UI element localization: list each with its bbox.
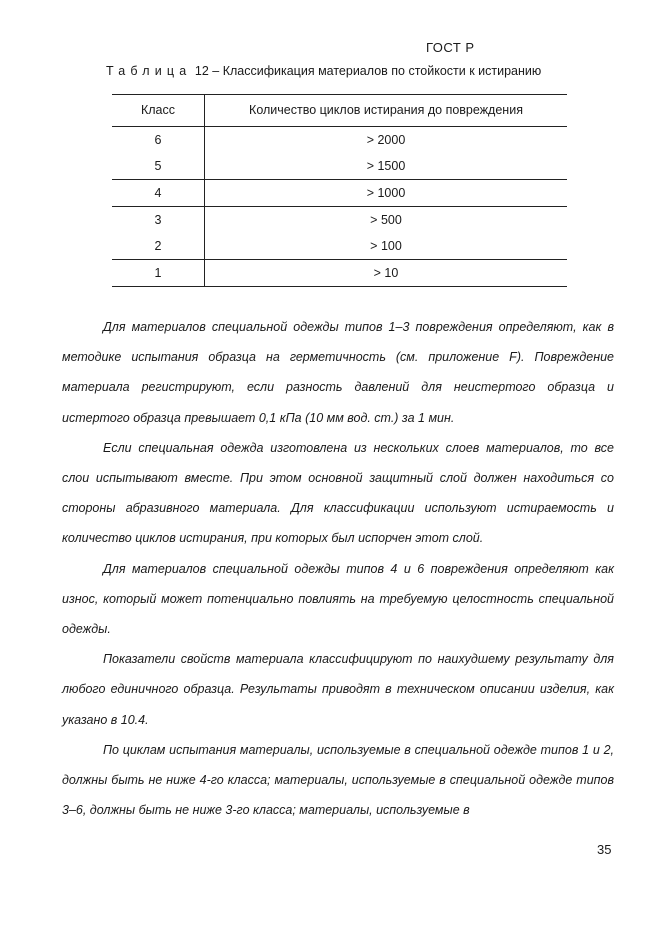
table-row: [112, 153, 567, 180]
column-header-class: Класс: [112, 94, 205, 127]
cycles-cell: > 2000: [205, 127, 568, 154]
table-row: [112, 207, 567, 234]
cycles-cell: > 1000: [205, 180, 568, 207]
cycles-cell: > 100: [205, 233, 568, 260]
table-bottom-rule: [112, 286, 567, 287]
paragraph: Для материалов специальной одежды типов 1–3 повреждения определяют, как в методике испытания образца на герметичность (см. приложение F). Повреждение материала регистрируют, если разность давлений для неистертого образца и истертого образца превышает 0,1 кПа (10 мм вод. ст.) за 1 мин.: [62, 320, 614, 425]
body-text: [62, 312, 614, 825]
paragraph: По циклам испытания материалы, используемые в специальной одежде типов 1 и 2, должны быть не ниже 4-го класса; материалы, используемые в специальной одежде типов 3–6, должны быть не ниже 3-го класса; материалы, используемые в: [62, 742, 614, 818]
class-cell: 5: [154, 159, 162, 173]
table-caption-title: 12 – Классификация материалов по стойкости к истиранию: [194, 64, 542, 78]
standard-header: ГОСТ Р: [426, 40, 475, 55]
table-row: [112, 260, 567, 287]
table-caption-word: Таблица: [106, 64, 192, 78]
class-cell: 2: [154, 239, 162, 253]
cycles-cell: > 10: [205, 260, 568, 287]
table-caption: [106, 64, 541, 78]
page-number: 35: [597, 842, 612, 857]
class-cell: 1: [112, 260, 205, 287]
cycles-cell: > 500: [205, 207, 568, 234]
class-cell: 4: [112, 180, 205, 207]
cycles-cell: > 1500: [205, 153, 568, 180]
table-row: [112, 233, 567, 260]
paragraph: Если специальная одежда изготовлена из нескольких слоев материалов, то все слои испытывают вместе. При этом основной защитный слой должен находиться со стороны абразивного материала. Для классификации используют истираемость и количество циклов истирания, при которых был испорчен этот слой.: [62, 440, 614, 546]
class-cell: 3: [112, 207, 205, 234]
paragraph: Показатели свойств материала классифицируют по наихудшему результату для любого единичного образца. Результаты приводят в техническом описании изделия, как указано в 10.4.: [62, 652, 614, 727]
table-row: [112, 180, 567, 207]
class-cell: 6: [154, 133, 162, 147]
paragraph: Для материалов специальной одежды типов 4 и 6 повреждения определяют как износ, который может потенциально повлиять на требуемую целостность специальной одежды.: [62, 561, 614, 637]
table-row: [112, 127, 567, 154]
abrasion-class-table: [112, 94, 567, 286]
column-header-cycles: Количество циклов истирания до повреждения: [205, 94, 568, 127]
table-header-row: [112, 94, 567, 127]
